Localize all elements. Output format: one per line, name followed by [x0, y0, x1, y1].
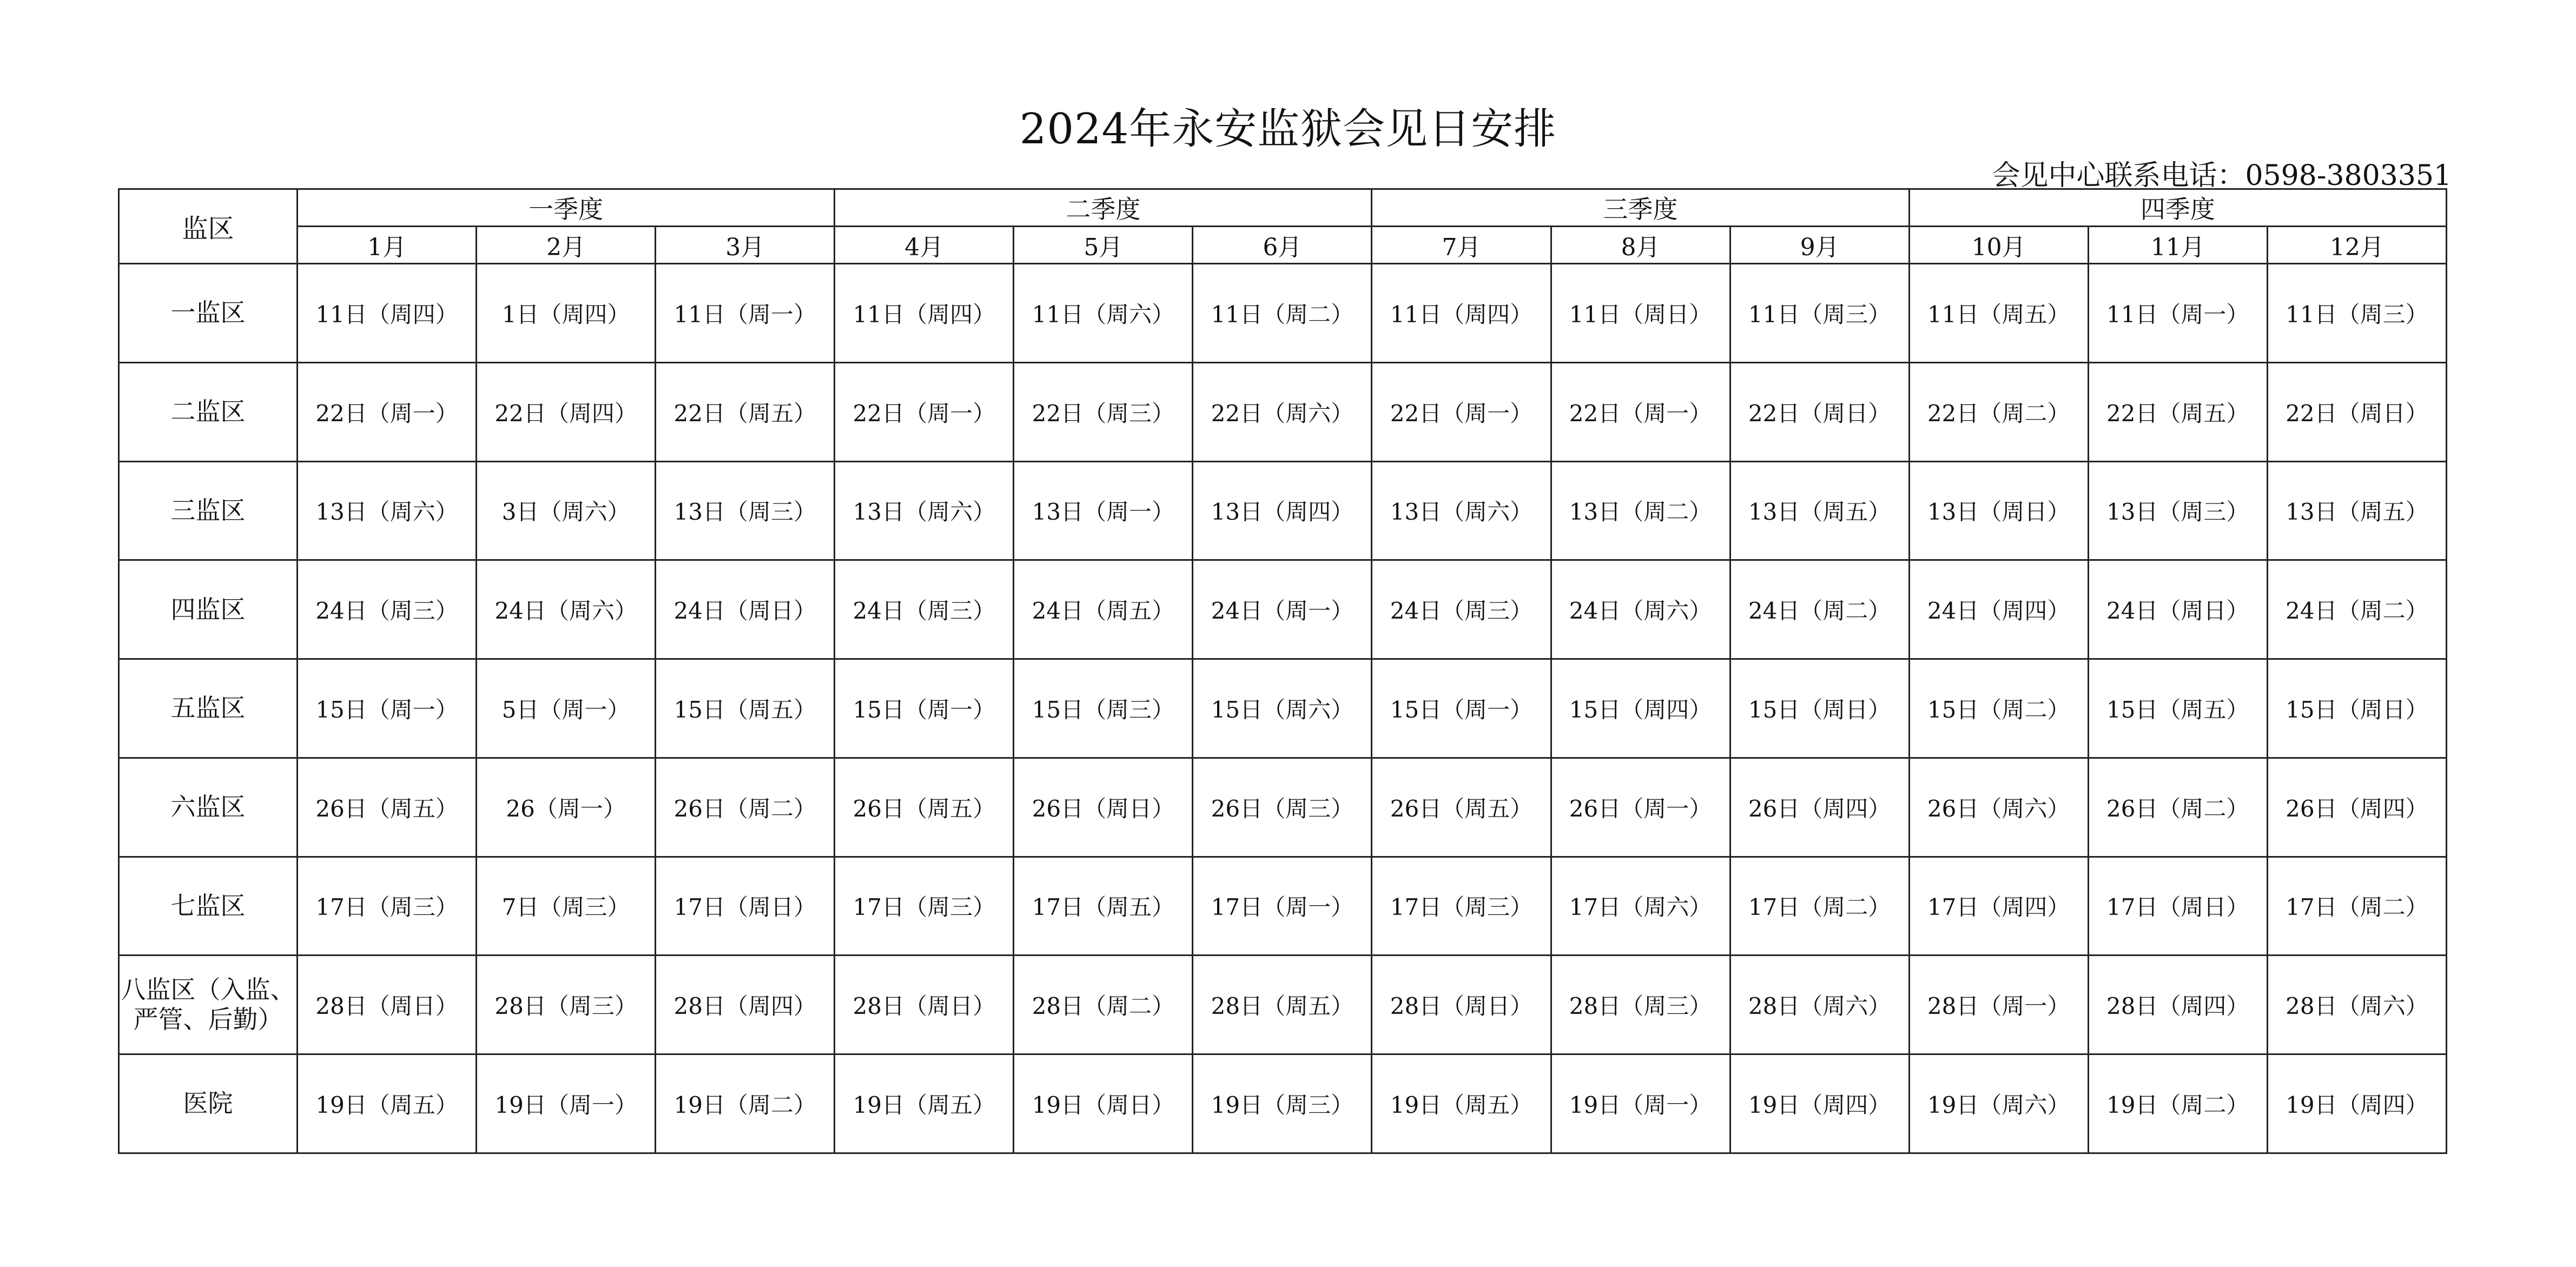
visit-day-cell: 13日（周日） [1909, 461, 2088, 560]
visit-day-cell: 15日（周三） [1014, 659, 1193, 758]
visit-day-cell: 26日（周六） [1909, 758, 2088, 857]
visit-day-cell: 19日（周五） [835, 1054, 1014, 1153]
region-name: 八监区（入监、严管、后勤） [119, 956, 298, 1054]
visit-day-cell: 19日（周四） [2267, 1054, 2446, 1153]
visit-day-cell: 11日（周一） [656, 264, 835, 363]
visit-day-cell: 22日（周日） [1730, 362, 1909, 461]
visit-day-cell: 22日（周一） [1551, 362, 1730, 461]
visit-day-cell: 15日（周一） [298, 659, 477, 758]
month-header: 9月 [1730, 227, 1909, 264]
visit-day-cell: 11日（周四） [298, 264, 477, 363]
visit-day-cell: 28日（周四） [2088, 956, 2267, 1054]
visit-day-cell: 1日（周四） [477, 264, 656, 363]
table-row [119, 659, 2447, 758]
month-header: 2月 [477, 227, 656, 264]
visit-day-cell: 24日（周二） [1730, 560, 1909, 659]
visit-day-cell: 13日（周一） [1014, 461, 1193, 560]
visit-day-cell: 24日（周二） [2267, 560, 2446, 659]
visit-day-cell: 26日（周三） [1193, 758, 1372, 857]
visit-day-cell: 26日（周五） [835, 758, 1014, 857]
visit-day-cell: 17日（周一） [1193, 857, 1372, 956]
visit-day-cell: 11日（周二） [1193, 264, 1372, 363]
visit-day-cell: 24日（周三） [1372, 560, 1551, 659]
visit-day-cell: 22日（周三） [1014, 362, 1193, 461]
visit-day-cell: 3日（周六） [477, 461, 656, 560]
visit-day-cell: 26日（周日） [1014, 758, 1193, 857]
visit-day-cell: 19日（周日） [1014, 1054, 1193, 1153]
region-name: 六监区 [119, 758, 298, 857]
visit-day-cell: 5日（周一） [477, 659, 656, 758]
visit-day-cell: 28日（周二） [1014, 956, 1193, 1054]
month-header: 8月 [1551, 227, 1730, 264]
month-header: 4月 [835, 227, 1014, 264]
visit-day-cell: 17日（周日） [2088, 857, 2267, 956]
quarter-header: 一季度 [298, 189, 835, 227]
region-name: 医院 [119, 1054, 298, 1153]
visit-day-cell: 26（周一） [477, 758, 656, 857]
visit-day-cell: 28日（周四） [656, 956, 835, 1054]
visit-day-cell: 26日（周一） [1551, 758, 1730, 857]
visit-day-cell: 19日（周二） [2088, 1054, 2267, 1153]
visit-day-cell: 28日（周三） [1551, 956, 1730, 1054]
visit-day-cell: 19日（周五） [1372, 1054, 1551, 1153]
visit-day-cell: 28日（周一） [1909, 956, 2088, 1054]
visit-day-cell: 13日（周五） [1730, 461, 1909, 560]
quarter-header: 三季度 [1372, 189, 1909, 227]
visit-day-cell: 11日（周一） [2088, 264, 2267, 363]
region-name: 三监区 [119, 461, 298, 560]
table-row [119, 264, 2447, 363]
visit-day-cell: 24日（周三） [298, 560, 477, 659]
visit-day-cell: 17日（周三） [298, 857, 477, 956]
visit-day-cell: 15日（周二） [1909, 659, 2088, 758]
visit-day-cell: 19日（周二） [656, 1054, 835, 1153]
visit-day-cell: 13日（周六） [835, 461, 1014, 560]
visit-day-cell: 17日（周二） [1730, 857, 1909, 956]
table-row [119, 362, 2447, 461]
visit-day-cell: 13日（周五） [2267, 461, 2446, 560]
visit-day-cell: 13日（周三） [656, 461, 835, 560]
visit-day-cell: 19日（周三） [1193, 1054, 1372, 1153]
month-header: 12月 [2267, 227, 2446, 264]
month-header: 11月 [2088, 227, 2267, 264]
visit-day-cell: 26日（周二） [2088, 758, 2267, 857]
visit-day-cell: 22日（周日） [2267, 362, 2446, 461]
visit-day-cell: 22日（周一） [298, 362, 477, 461]
visit-day-cell: 11日（周五） [1909, 264, 2088, 363]
visit-day-cell: 15日（周日） [2267, 659, 2446, 758]
visit-day-cell: 17日（周四） [1909, 857, 2088, 956]
quarter-header: 二季度 [835, 189, 1372, 227]
visit-day-cell: 24日（周三） [835, 560, 1014, 659]
visit-day-cell: 28日（周五） [1193, 956, 1372, 1054]
table-row [119, 560, 2447, 659]
visit-day-cell: 11日（周日） [1551, 264, 1730, 363]
visit-day-cell: 19日（周六） [1909, 1054, 2088, 1153]
visit-day-cell: 7日（周三） [477, 857, 656, 956]
visit-day-cell: 13日（周二） [1551, 461, 1730, 560]
table-row [119, 1054, 2447, 1153]
visit-day-cell: 15日（周一） [835, 659, 1014, 758]
visit-day-cell: 26日（周二） [656, 758, 835, 857]
visit-day-cell: 11日（周三） [2267, 264, 2446, 363]
month-header: 3月 [656, 227, 835, 264]
visit-day-cell: 13日（周四） [1193, 461, 1372, 560]
visit-day-cell: 22日（周六） [1193, 362, 1372, 461]
visit-day-cell: 22日（周一） [835, 362, 1014, 461]
visit-day-cell: 22日（周五） [2088, 362, 2267, 461]
region-name: 一监区 [119, 264, 298, 363]
page-title: 2024年永安监狱会见日安排 [1019, 105, 1557, 154]
visit-day-cell: 22日（周一） [1372, 362, 1551, 461]
visit-day-cell: 26日（周五） [1372, 758, 1551, 857]
visit-day-cell: 11日（周六） [1014, 264, 1193, 363]
visit-day-cell: 24日（周四） [1909, 560, 2088, 659]
visit-day-cell: 17日（周五） [1014, 857, 1193, 956]
month-header: 7月 [1372, 227, 1551, 264]
visit-day-cell: 15日（周五） [2088, 659, 2267, 758]
visit-day-cell: 22日（周二） [1909, 362, 2088, 461]
visit-day-cell: 11日（周四） [835, 264, 1014, 363]
quarter-header: 四季度 [1909, 189, 2446, 227]
visit-day-cell: 17日（周三） [1372, 857, 1551, 956]
visit-day-cell: 28日（周日） [298, 956, 477, 1054]
visit-day-cell: 28日（周六） [1730, 956, 1909, 1054]
table-row [119, 758, 2447, 857]
visit-day-cell: 28日（周三） [477, 956, 656, 1054]
visit-day-cell: 13日（周六） [1372, 461, 1551, 560]
visit-schedule-table [118, 188, 2447, 1154]
visit-day-cell: 11日（周三） [1730, 264, 1909, 363]
visit-day-cell: 28日（周日） [1372, 956, 1551, 1054]
visit-day-cell: 24日（周六） [1551, 560, 1730, 659]
month-header-row [119, 227, 2447, 264]
visit-day-cell: 15日（周一） [1372, 659, 1551, 758]
month-header: 10月 [1909, 227, 2088, 264]
month-header: 1月 [298, 227, 477, 264]
region-name: 七监区 [119, 857, 298, 956]
visit-day-cell: 15日（周五） [656, 659, 835, 758]
month-header: 6月 [1193, 227, 1372, 264]
visit-day-cell: 24日（周日） [2088, 560, 2267, 659]
visit-day-cell: 15日（周六） [1193, 659, 1372, 758]
visit-day-cell: 17日（周六） [1551, 857, 1730, 956]
visit-day-cell: 26日（周五） [298, 758, 477, 857]
visit-day-cell: 19日（周一） [477, 1054, 656, 1153]
visit-day-cell: 24日（周日） [656, 560, 835, 659]
visit-day-cell: 26日（周四） [2267, 758, 2446, 857]
table-row [119, 956, 2447, 1054]
visit-day-cell: 15日（周四） [1551, 659, 1730, 758]
visit-day-cell: 26日（周四） [1730, 758, 1909, 857]
region-column-header: 监区 [119, 189, 298, 264]
month-header: 5月 [1014, 227, 1193, 264]
visit-day-cell: 17日（周三） [835, 857, 1014, 956]
visit-day-cell: 19日（周四） [1730, 1054, 1909, 1153]
visit-day-cell: 15日（周日） [1730, 659, 1909, 758]
visit-day-cell: 13日（周六） [298, 461, 477, 560]
visit-day-cell: 28日（周六） [2267, 956, 2446, 1054]
table-row [119, 857, 2447, 956]
visit-day-cell: 17日（周二） [2267, 857, 2446, 956]
visit-day-cell: 28日（周日） [835, 956, 1014, 1054]
schedule-body [119, 264, 2447, 1153]
visit-day-cell: 19日（周一） [1551, 1054, 1730, 1153]
visit-day-cell: 13日（周三） [2088, 461, 2267, 560]
contact-phone: 会见中心联系电话：0598-3803351 [1992, 160, 2452, 192]
visit-day-cell: 19日（周五） [298, 1054, 477, 1153]
quarter-header-row [119, 189, 2447, 227]
visit-day-cell: 22日（周四） [477, 362, 656, 461]
visit-day-cell: 24日（周六） [477, 560, 656, 659]
visit-day-cell: 17日（周日） [656, 857, 835, 956]
region-name: 五监区 [119, 659, 298, 758]
visit-day-cell: 22日（周五） [656, 362, 835, 461]
region-name: 二监区 [119, 362, 298, 461]
visit-day-cell: 24日（周一） [1193, 560, 1372, 659]
visit-day-cell: 11日（周四） [1372, 264, 1551, 363]
table-row [119, 461, 2447, 560]
visit-day-cell: 24日（周五） [1014, 560, 1193, 659]
region-name: 四监区 [119, 560, 298, 659]
